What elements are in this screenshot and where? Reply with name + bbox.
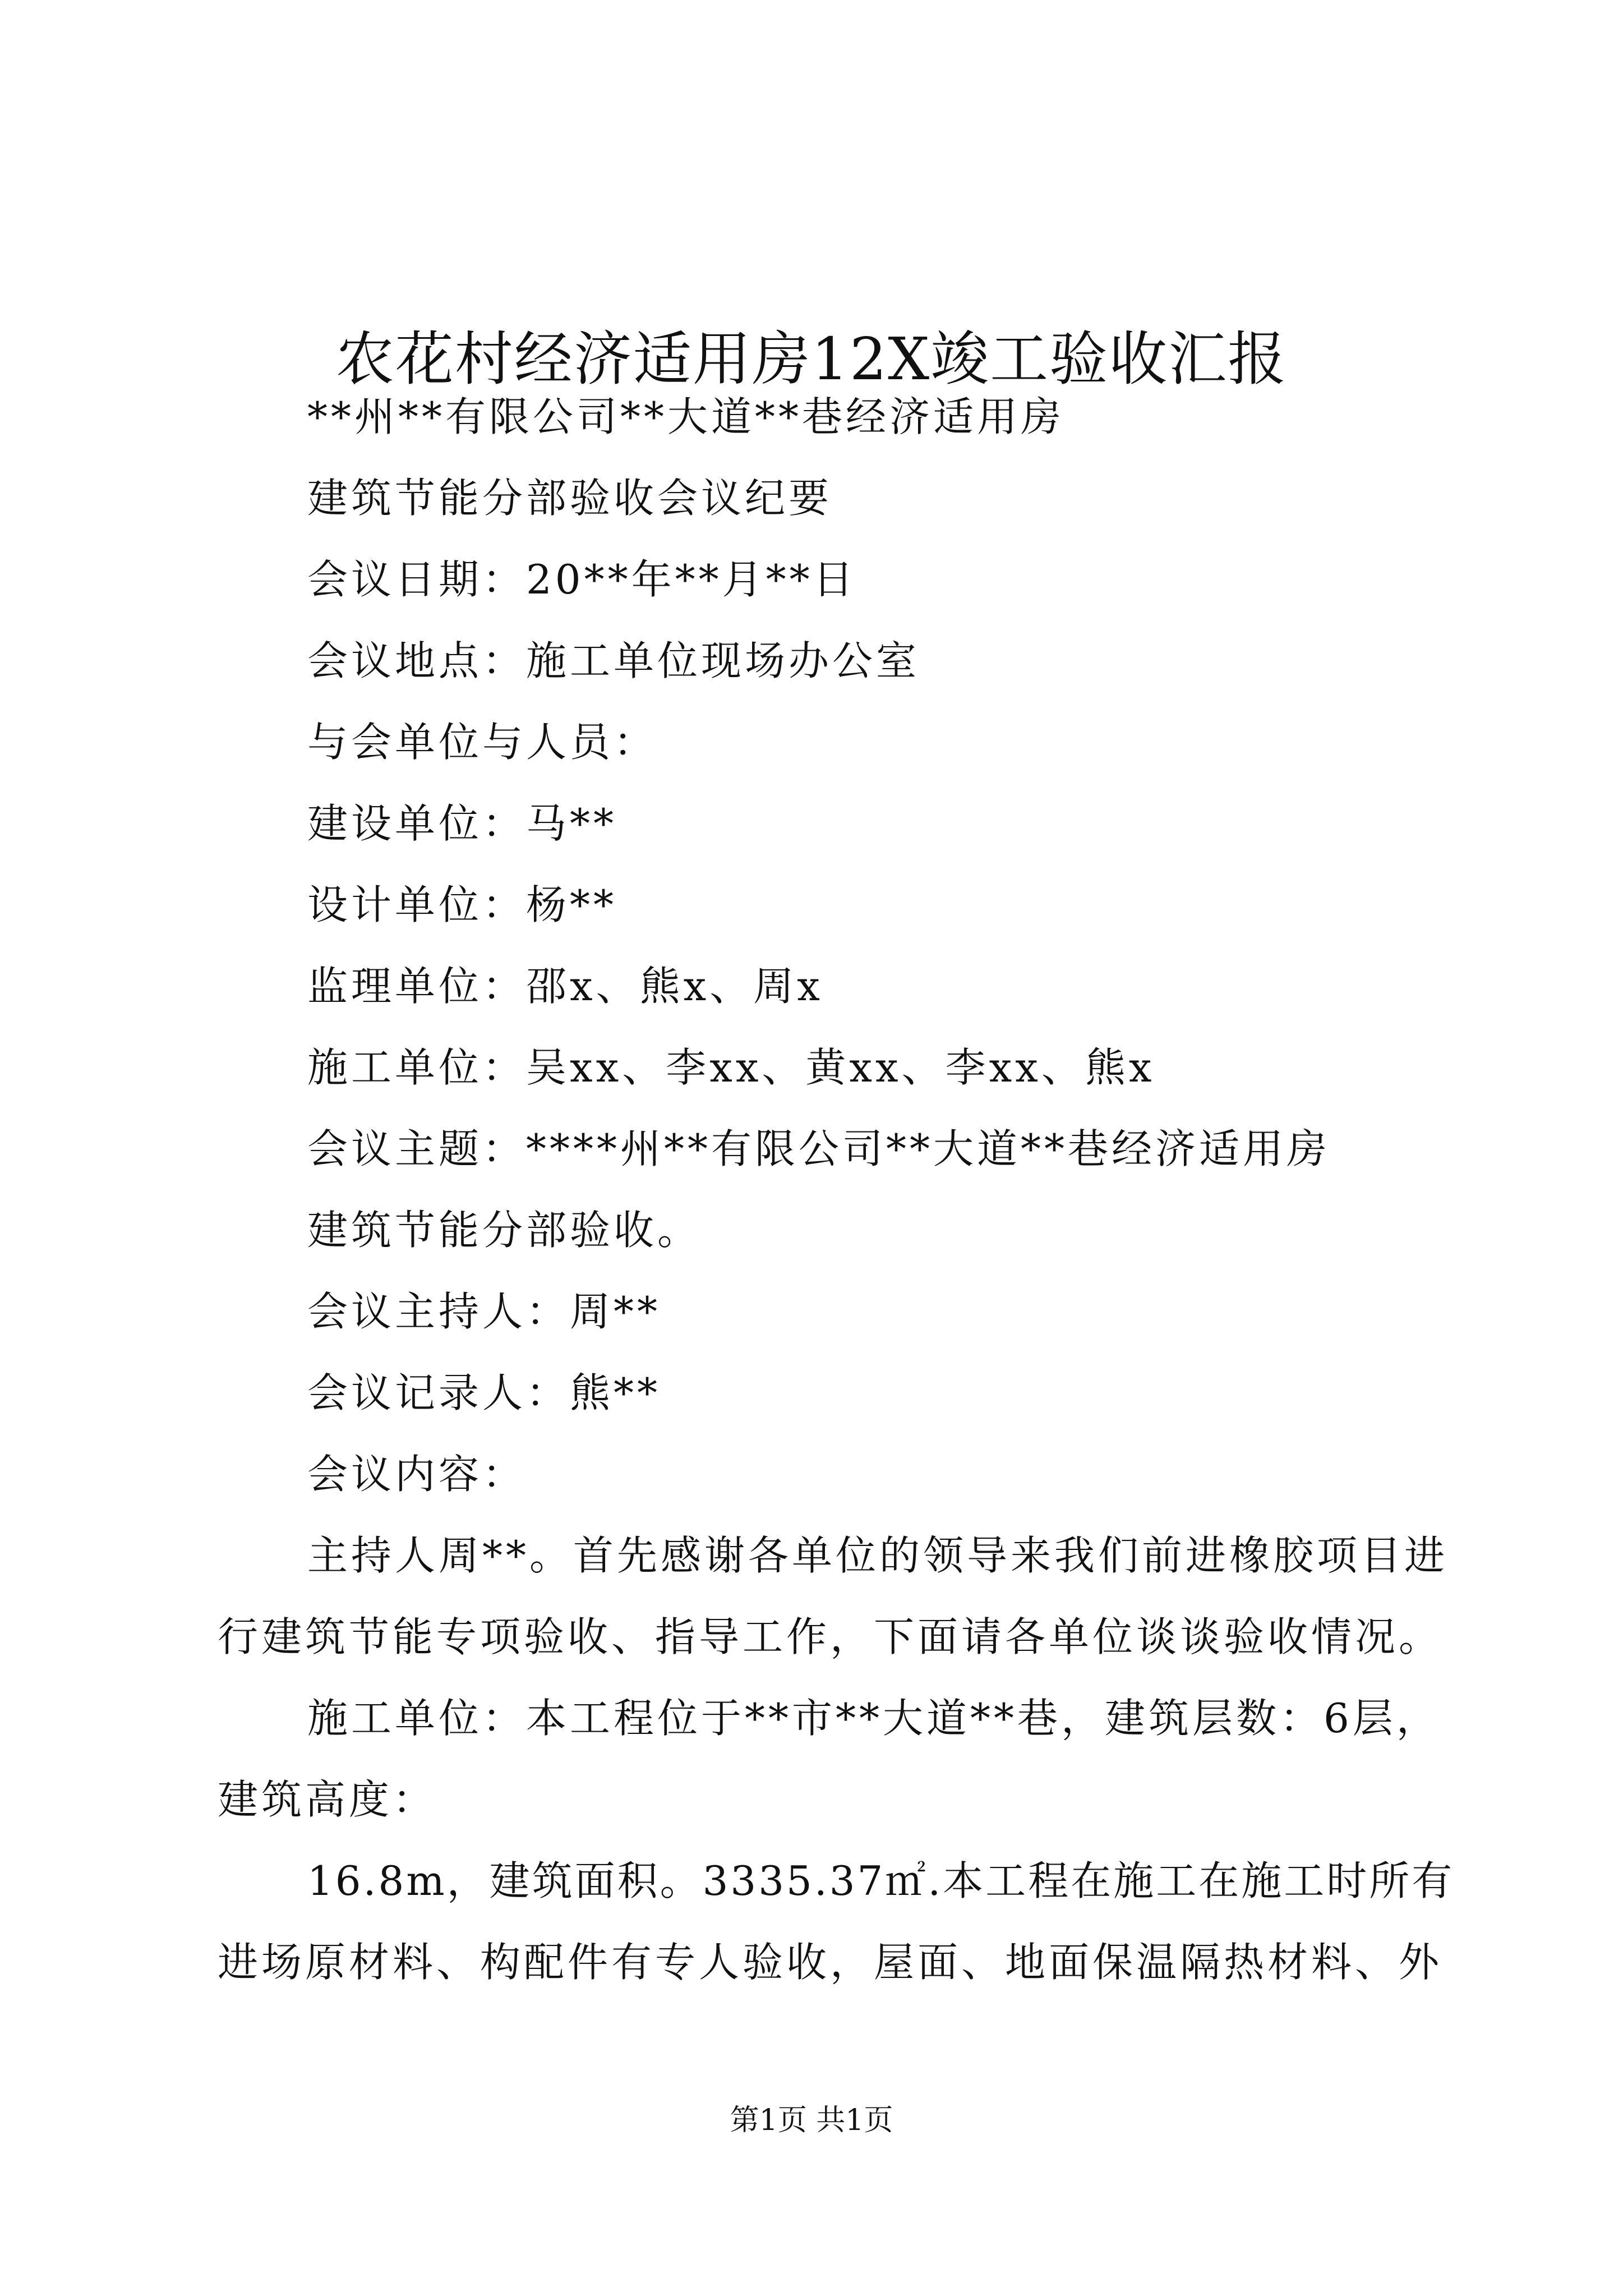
text-line-supervisor: 监理单位：邵x、熊x、周x: [307, 963, 823, 1010]
paragraph-line: 行建筑节能专项验收、指导工作，下面请各单位谈谈验收情况。: [218, 1613, 1443, 1660]
text-line-location: 会议地点：施工单位现场办公室: [307, 637, 920, 684]
text-line-date: 会议日期：20**年**月**日: [307, 556, 857, 603]
paragraph-line: 16.8m，建筑面积。3335.37㎡.本工程在施工在施工时所有: [307, 1857, 1455, 1904]
text-line-subtitle: 建筑节能分部验收会议纪要: [307, 475, 833, 522]
text-line-designer: 设计单位：杨**: [307, 881, 617, 928]
document-title: 农花村经济适用房12X竣工验收汇报: [335, 324, 1288, 393]
text-line-host: 会议主持人：周**: [307, 1288, 661, 1335]
page-footer: 第1页 共1页: [730, 2104, 893, 2137]
text-line-topic: 会议主题：****州**有限公司**大道**巷经济适用房: [307, 1125, 1331, 1172]
paragraph-line: 建筑高度：: [218, 1776, 437, 1823]
text-line-attendees-heading: 与会单位与人员：: [307, 719, 658, 766]
text-line-content-heading: 会议内容：: [307, 1451, 527, 1498]
text-line-contractor: 施工单位：吴xx、李xx、黄xx、李xx、熊x: [307, 1044, 1155, 1091]
text-line-owner: 建设单位：马**: [307, 800, 617, 847]
paragraph-line: 施工单位：本工程位于**市**大道**巷，建筑层数：6层，: [307, 1695, 1440, 1742]
paragraph-line: 主持人周**。首先感谢各单位的领导来我们前进橡胶项目进: [307, 1532, 1449, 1579]
paragraph-line: 进场原材料、构配件有专人验收，屋面、地面保温隔热材料、外: [218, 1939, 1443, 1986]
text-line-recorder: 会议记录人：熊**: [307, 1369, 661, 1416]
text-line-company: **州**有限公司**大道**巷经济适用房: [307, 393, 1065, 440]
text-line-topic-cont: 建筑节能分部验收。: [307, 1207, 702, 1254]
